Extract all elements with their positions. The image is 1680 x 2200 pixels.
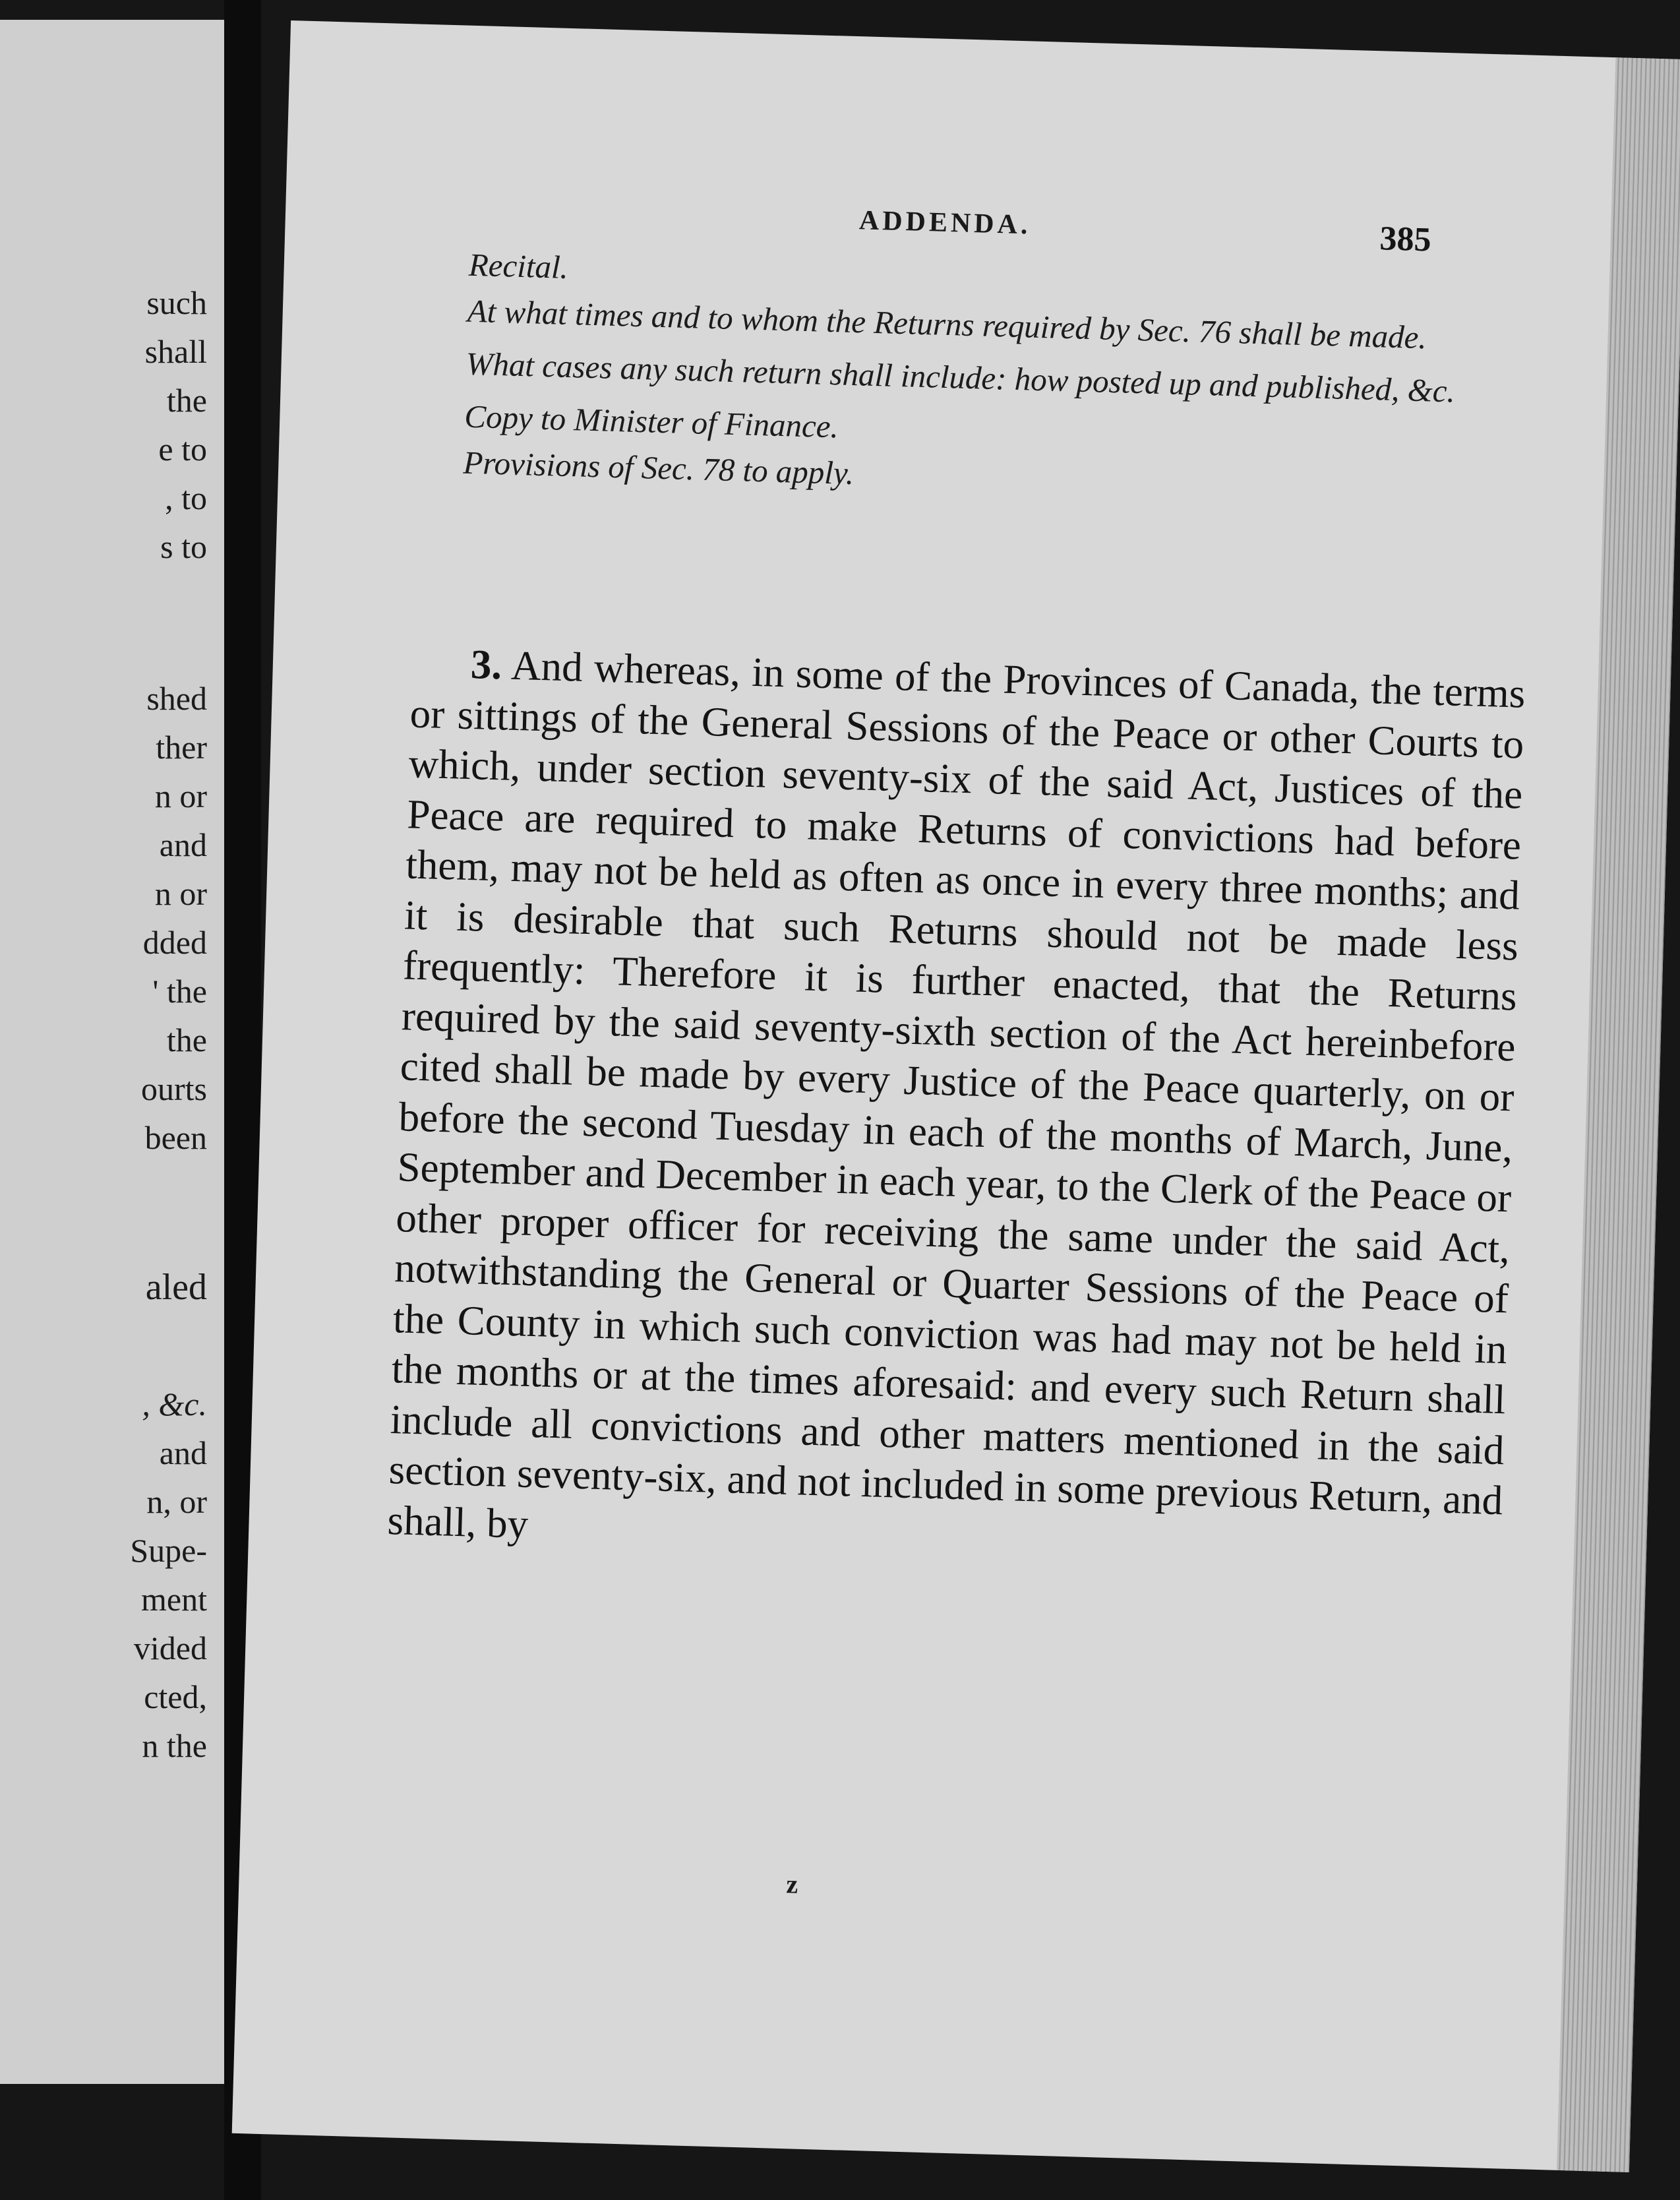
marginal-note: At what times and to whom the Returns required by Sec. 76 shall be made. — [467, 292, 1427, 356]
left-fragment: n, or — [146, 1483, 207, 1520]
section-text: And whereas, in some of the Provinces of Canada, the terms or sittings of the General Sessions of the Peace or other Courts to which, under section seventy-six of the said Act, Justices of the Peace are required to make Returns of convictions had before them, may not be held as often as once in every three months; and it is desirable that such Returns should not be made less frequently: Therefore it is further enacted, that the Returns required by the said seventy-sixth section of the Act hereinbefore cited shall be made by every Justice of the Peace quarterly, on or before the second Tuesday in each of the months of March, June, September and December in each year, to the Clerk of the Peace or other proper officer for receiving the same under the said Act, notwithstanding the General or Quarter Sessions of the Peace of the County in which such conviction was had may not be held in the months or at the times aforesaid: and every such Return shall include all convictions and other matters mentioned in the said section seventy-six, and not included in some previous Return, and shall, by — [386, 642, 1526, 1547]
running-head: ADDENDA. — [858, 205, 1032, 241]
section-paragraph — [387, 638, 1526, 1577]
left-fragment: n or — [154, 778, 207, 814]
left-fragment: aled — [145, 1267, 207, 1308]
left-fragment: shall — [144, 333, 207, 370]
left-fragment: the — [166, 382, 207, 419]
left-fragment: ther — [156, 729, 207, 766]
left-fragment: shed — [146, 680, 207, 717]
section-number: 3. — [470, 641, 503, 688]
left-fragment: ment — [141, 1581, 207, 1618]
marginal-note: Provisions of Sec. 78 to apply. — [462, 444, 855, 492]
left-fragment: n or — [154, 875, 207, 912]
marginal-note: Recital. — [468, 246, 569, 286]
left-fragment: ' the — [152, 973, 207, 1010]
left-fragment: the — [166, 1022, 207, 1058]
left-fragment: cted, — [144, 1678, 207, 1715]
page-edge — [1557, 57, 1680, 2172]
left-fragment: been — [144, 1119, 207, 1156]
left-fragment: ourts — [141, 1070, 207, 1107]
left-fragment: and — [159, 826, 207, 863]
left-fragment: e to — [158, 431, 207, 468]
left-fragment: dded — [142, 924, 207, 961]
left-fragment: , &c. — [142, 1386, 207, 1422]
left-fragment: s to — [160, 528, 207, 565]
page-number: 385 — [1379, 220, 1432, 259]
right-page — [232, 20, 1680, 2172]
left-fragment: vided — [133, 1630, 207, 1666]
marginal-notes — [417, 242, 1557, 518]
signature-mark: z — [785, 1869, 798, 1899]
left-fragment: n the — [142, 1727, 207, 1764]
left-page — [0, 20, 224, 2084]
marginal-note: Copy to Minister of Finance. — [464, 398, 839, 445]
left-fragment: , to — [165, 479, 207, 516]
left-page-text-fragments — [0, 20, 224, 2084]
left-fragment: Supe- — [130, 1532, 207, 1569]
left-fragment: such — [146, 284, 207, 321]
marginal-note: What cases any such return shall include: how posted up and published, &c. — [465, 345, 1456, 410]
left-fragment: and — [159, 1434, 207, 1471]
